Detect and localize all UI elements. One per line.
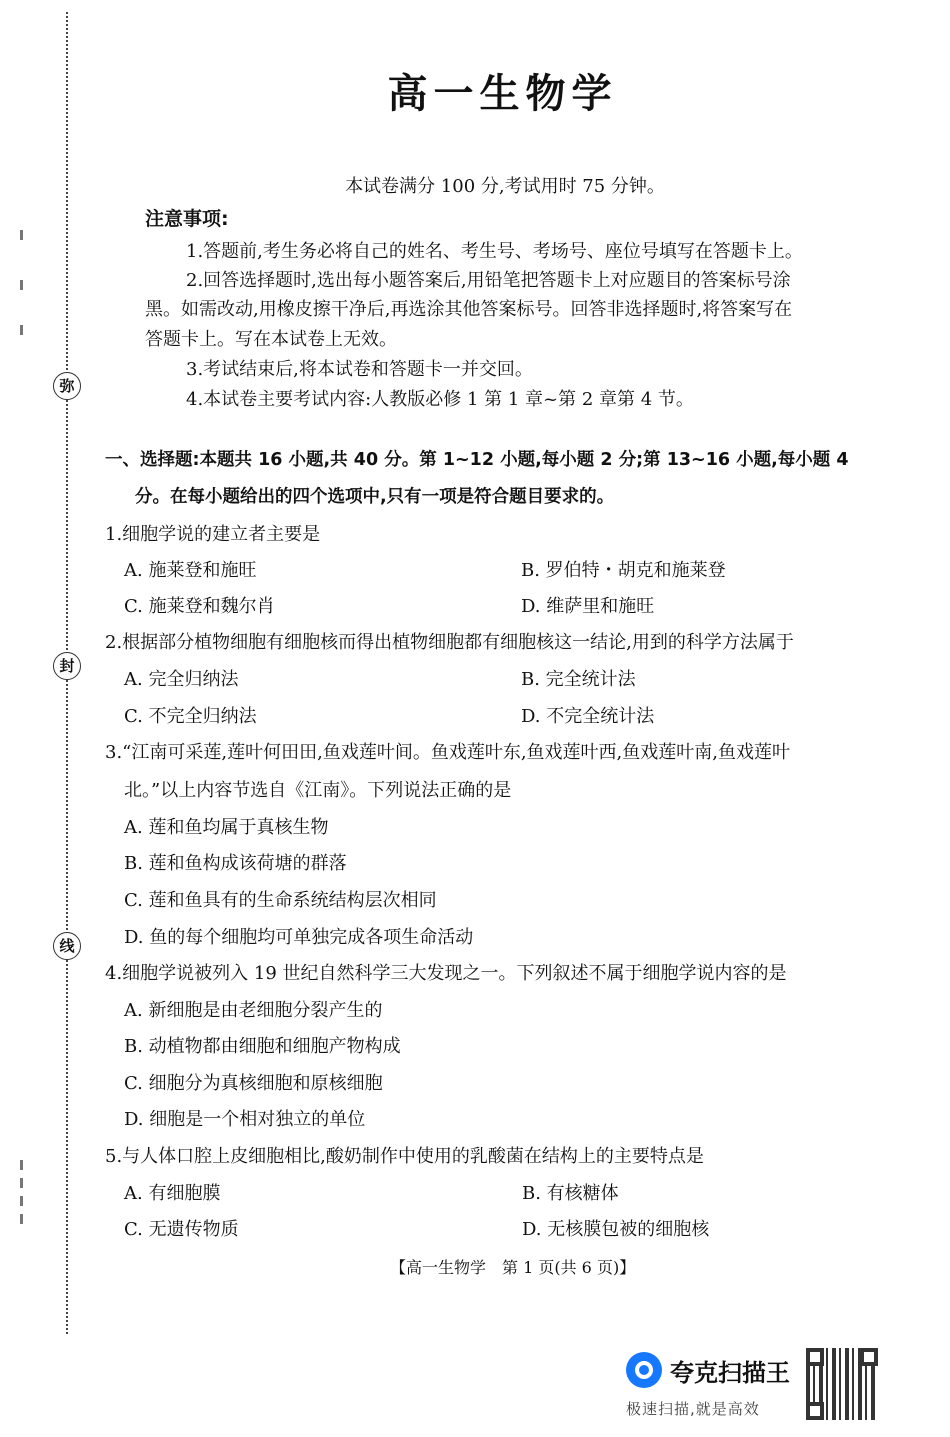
question-5-option-c: C. 无遗传物质 — [124, 1219, 239, 1240]
question-1-option-c: C. 施莱登和魏尔肖 — [124, 596, 275, 617]
question-2-option-a: A. 完全归纳法 — [124, 669, 239, 690]
question-4-option-b: B. 动植物都由细胞和细胞产物构成 — [124, 1036, 401, 1057]
notice-line-5: 3.考试结束后,将本试卷和答题卡一并交回。 — [186, 359, 533, 380]
notice-heading: 注意事项: — [145, 208, 229, 230]
notice-line-4: 答题卡上。写在本试卷上无效。 — [145, 329, 397, 350]
question-4-option-c: C. 细胞分为真核细胞和原核细胞 — [124, 1073, 383, 1094]
scanner-brand — [626, 1352, 790, 1388]
question-2-option-c: C. 不完全归纳法 — [124, 706, 257, 727]
question-4-option-d: D. 细胞是一个相对独立的单位 — [124, 1109, 366, 1130]
section-heading-line-2: 分。在每小题给出的四个选项中,只有一项是符合题目要求的。 — [135, 487, 615, 507]
question-5-option-d: D. 无核膜包被的细胞核 — [522, 1219, 710, 1240]
notice-line-2: 2.回答选择题时,选出每小题答案后,用铅笔把答题卡上对应题目的答案标号涂 — [186, 270, 791, 291]
question-1-option-b: B. 罗伯特・胡克和施莱登 — [521, 560, 726, 581]
question-3-option-c: C. 莲和鱼具有的生命系统结构层次相同 — [124, 890, 437, 911]
page-footer: 【高一生物学 第 1 页(共 6 页)】 — [390, 1258, 636, 1277]
question-1-option-a: A. 施莱登和施旺 — [124, 560, 257, 581]
scanner-slogan: 极速扫描,就是高效 — [626, 1400, 760, 1418]
page-title: 高一生物学 — [387, 71, 618, 117]
notice-line-6: 4.本试卷主要考试内容:人教版必修 1 第 1 章~第 2 章第 4 节。 — [186, 389, 694, 410]
notice-line-3: 黑。如需改动,用橡皮擦干净后,再选涂其他答案标号。回答非选择题时,将答案写在 — [145, 299, 793, 320]
section-heading-line-1: 一、选择题:本题共 16 小题,共 40 分。第 1~12 小题,每小题 2 分;第 13~16 小题,每小题 4 — [105, 450, 849, 470]
question-4-stem: 4.细胞学说被列入 19 世纪自然科学三大发现之一。下列叙述不属于细胞学说内容的是 — [105, 963, 787, 984]
question-3-option-d: D. 鱼的每个细胞均可单独完成各项生命活动 — [124, 927, 474, 948]
seal-xian: 线 — [53, 932, 81, 960]
question-2-option-d: D. 不完全统计法 — [521, 706, 655, 727]
question-5-option-a: A. 有细胞膜 — [124, 1183, 221, 1204]
question-4-option-a: A. 新细胞是由老细胞分裂产生的 — [124, 1000, 383, 1021]
margin-marks-lower — [20, 1160, 32, 1240]
question-2-option-b: B. 完全统计法 — [521, 669, 636, 690]
question-3-option-b: B. 莲和鱼构成该荷塘的群落 — [124, 853, 347, 874]
question-5-option-b: B. 有核糖体 — [522, 1183, 619, 1204]
seal-mi: 弥 — [53, 372, 81, 400]
notice-line-1: 1.答题前,考生务必将自己的姓名、考生号、考场号、座位号填写在答题卡上。 — [186, 241, 803, 262]
seal-feng: 封 — [53, 652, 81, 680]
question-3-stem-2: 北。”以上内容节选自《江南》。下列说法正确的是 — [124, 780, 512, 801]
margin-marks — [20, 230, 32, 350]
scanner-name: 夸克扫描王 — [670, 1358, 790, 1387]
exam-info: 本试卷满分 100 分,考试用时 75 分钟。 — [345, 176, 665, 197]
question-3-stem-1: 3.“江南可采莲,莲叶何田田,鱼戏莲叶间。鱼戏莲叶东,鱼戏莲叶西,鱼戏莲叶南,鱼戏莲叶 — [105, 742, 790, 763]
scanner-logo-icon — [626, 1352, 662, 1388]
question-2-stem: 2.根据部分植物细胞有细胞核而得出植物细胞都有细胞核这一结论,用到的科学方法属于 — [105, 632, 794, 653]
question-3-option-a: A. 莲和鱼均属于真核生物 — [124, 817, 329, 838]
question-1-option-d: D. 维萨里和施旺 — [521, 596, 655, 617]
question-5-stem: 5.与人体口腔上皮细胞相比,酸奶制作中使用的乳酸菌在结构上的主要特点是 — [105, 1146, 704, 1167]
question-1-stem: 1.细胞学说的建立者主要是 — [105, 524, 321, 545]
qr-code-icon — [806, 1348, 878, 1420]
